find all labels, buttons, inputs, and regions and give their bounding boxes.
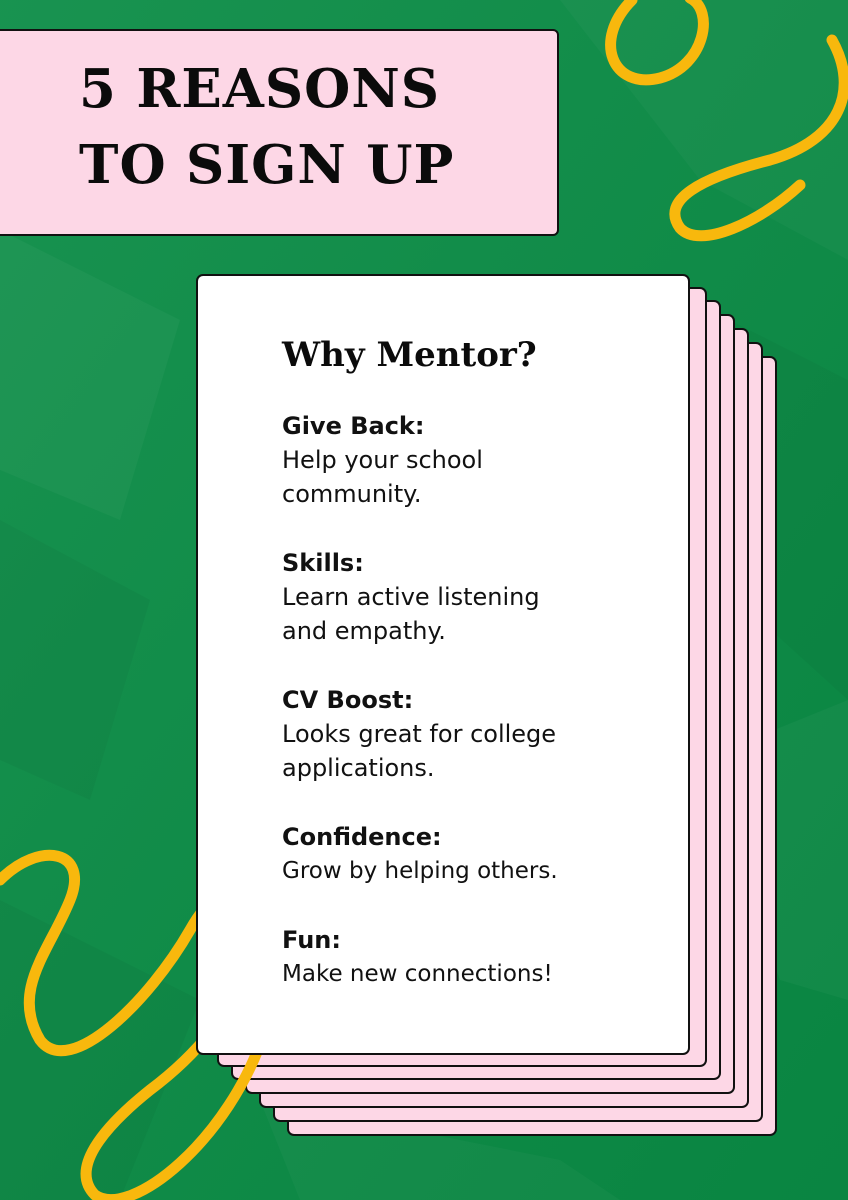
reason-item-skills <box>282 546 662 648</box>
reason-label: CV Boost: <box>282 686 414 714</box>
title-line-1: 5 REASONS <box>79 58 441 120</box>
reason-description: Looks great for college applications. <box>282 720 557 782</box>
card-heading: Why Mentor? <box>282 335 537 375</box>
reason-description: Learn active listening and empathy. <box>282 583 540 645</box>
reason-label: Skills: <box>282 549 364 577</box>
reasons-card <box>196 274 690 1055</box>
reason-label: Give Back: <box>282 412 425 440</box>
reason-item-fun <box>282 923 662 991</box>
title-line-2: TO SIGN UP <box>79 134 455 196</box>
reason-label: Confidence: <box>282 823 442 851</box>
reason-description: Grow by helping others. <box>282 858 558 884</box>
reason-item-cv-boost <box>282 683 662 785</box>
reason-item-confidence <box>282 820 662 888</box>
reason-label: Fun: <box>282 926 341 954</box>
reason-description: Make new connections! <box>282 961 553 987</box>
reason-item-give-back <box>282 409 662 511</box>
reason-description: Help your school community. <box>282 446 483 508</box>
